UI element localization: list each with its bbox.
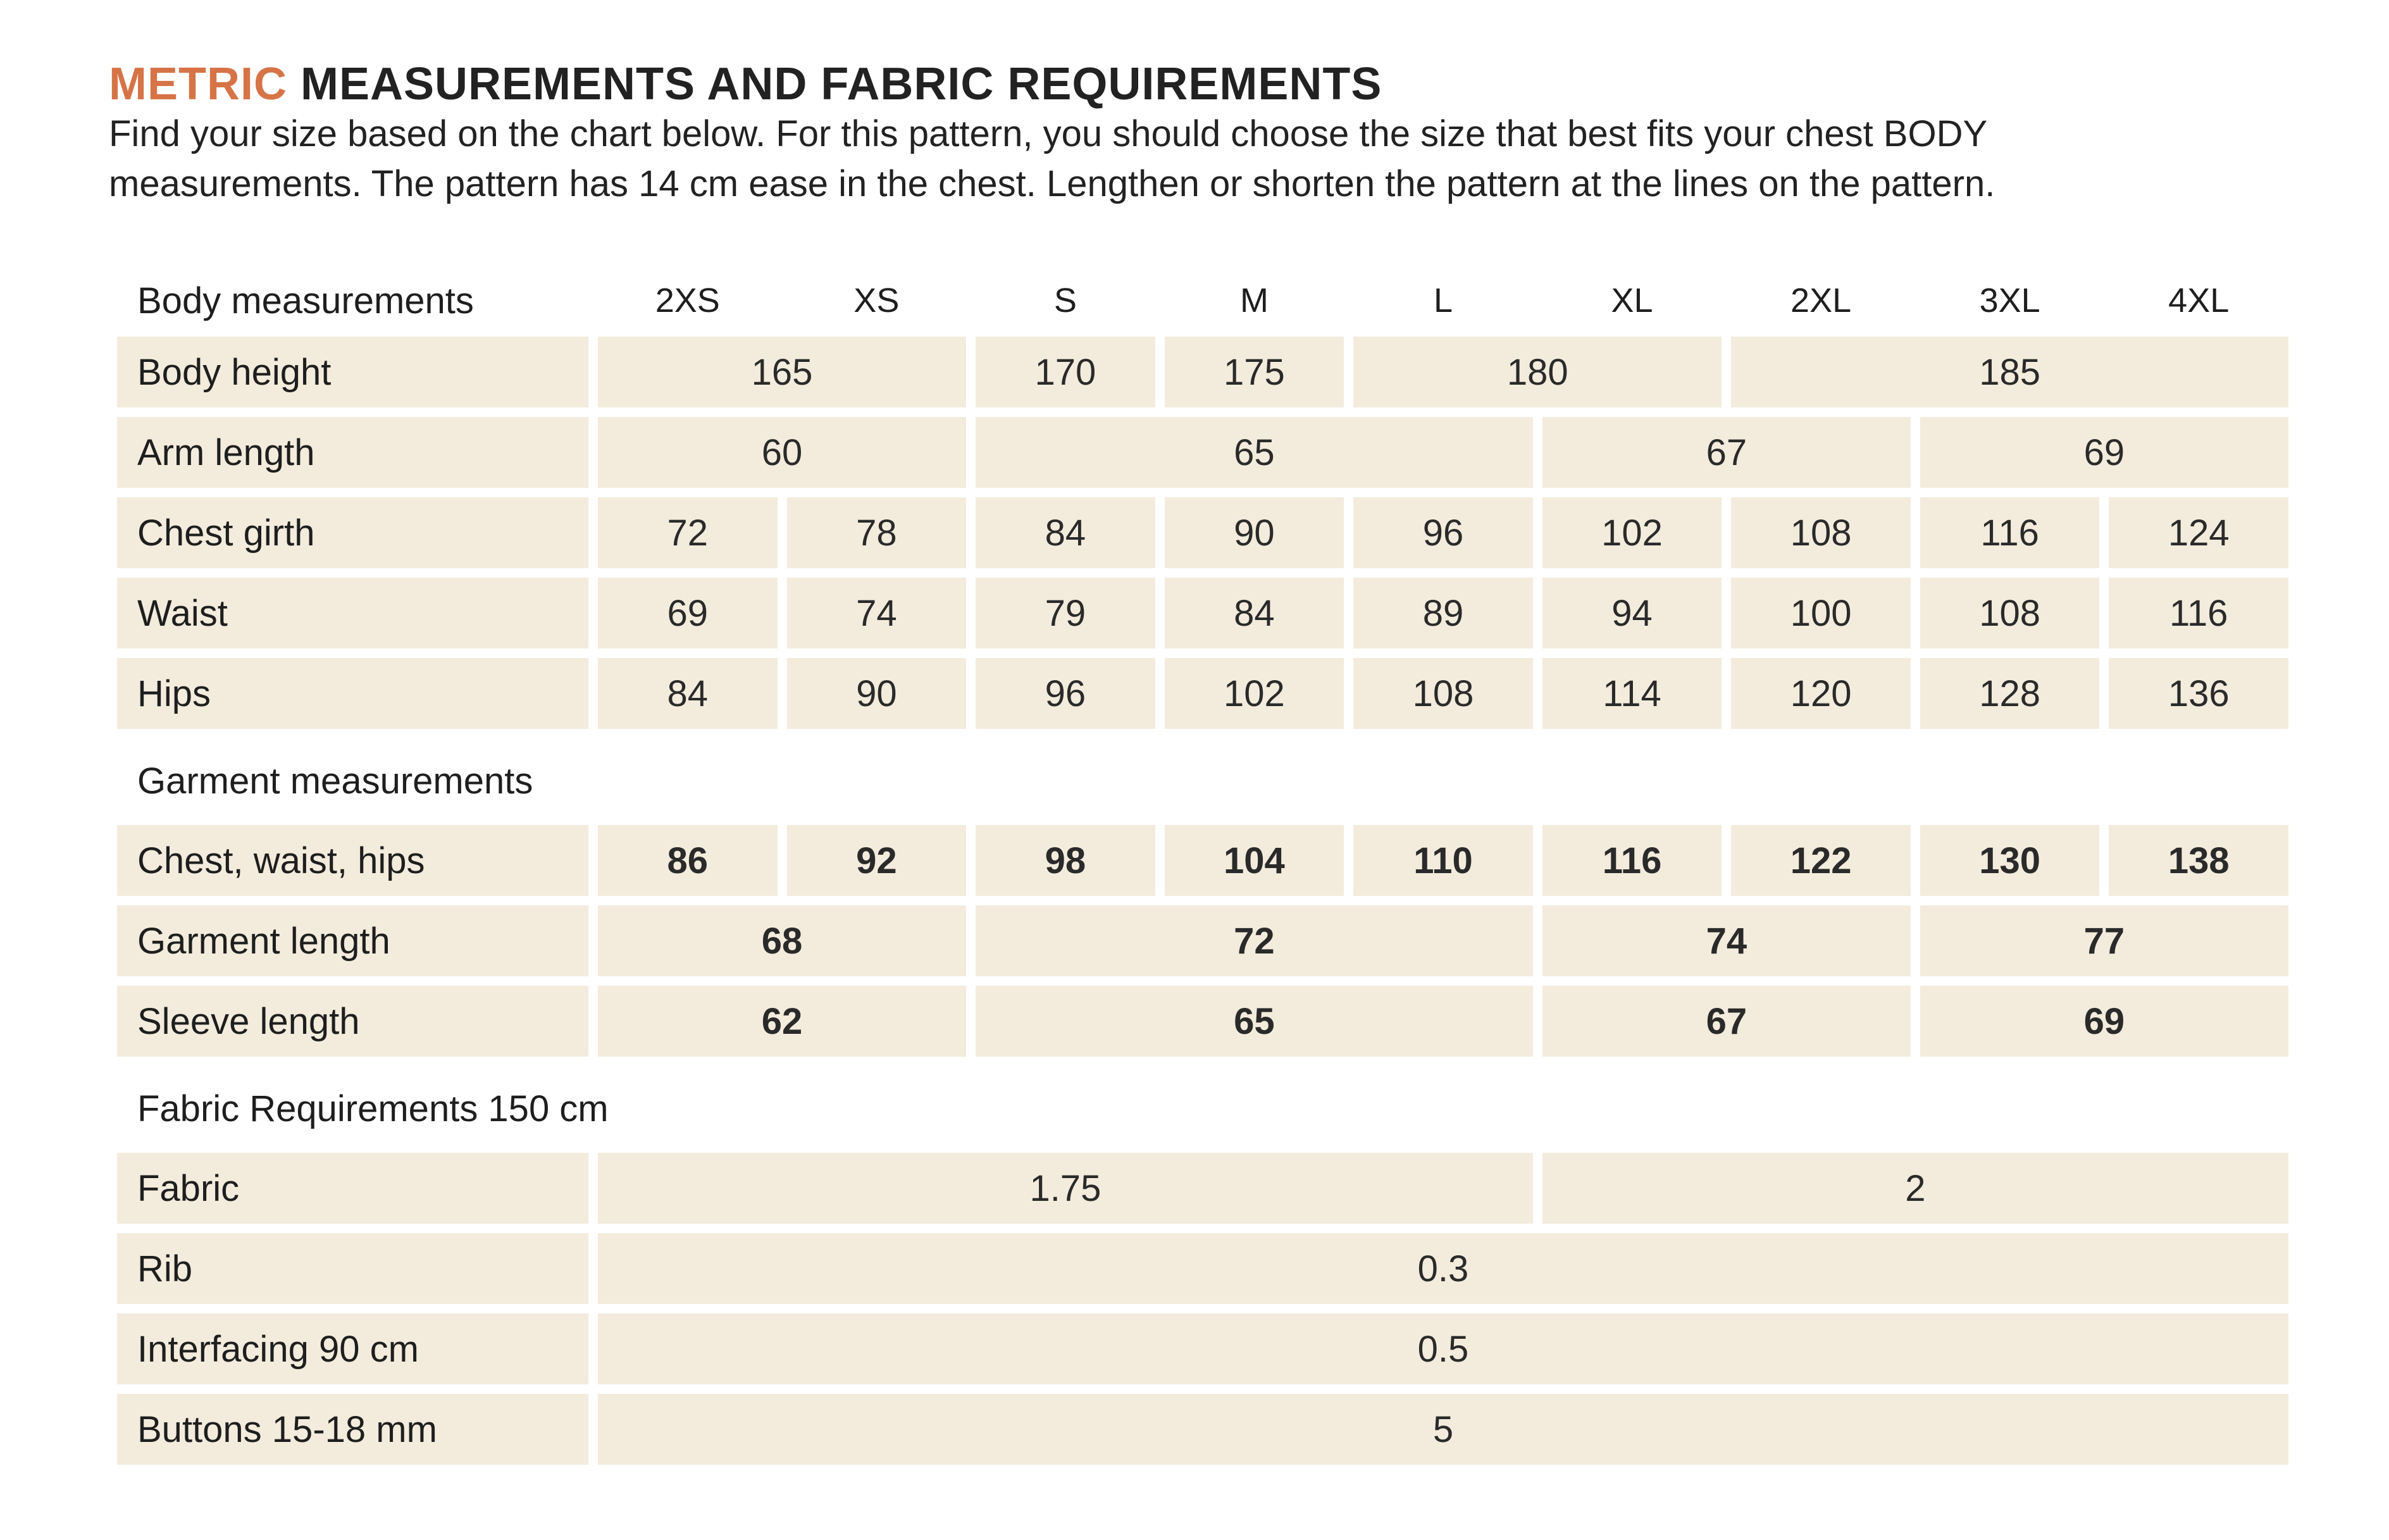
table-cell: 116 xyxy=(2109,578,2288,649)
table-cell: 108 xyxy=(1731,497,1911,568)
table-cell: 65 xyxy=(976,417,1533,488)
title-rest: MEASUREMENTS AND FABRIC REQUIREMENTS xyxy=(287,59,1382,109)
table-cell: 104 xyxy=(1165,825,1344,896)
table-cell: 72 xyxy=(598,497,778,568)
table-cell: 138 xyxy=(2109,825,2288,896)
table-cell: 130 xyxy=(1920,825,2100,896)
row-label: Rib xyxy=(117,1233,588,1304)
table-cell: 180 xyxy=(1353,337,1722,407)
table-cell: 78 xyxy=(787,497,967,568)
table-cell: 108 xyxy=(1353,658,1533,729)
table-cell: 175 xyxy=(1165,337,1344,407)
table-cell: 72 xyxy=(976,905,1533,976)
page-title xyxy=(109,56,1382,113)
table-cell: 185 xyxy=(1731,337,2288,407)
table-cell: 98 xyxy=(976,825,1155,896)
table-cell: 67 xyxy=(1542,417,1911,488)
row-label: Body height xyxy=(117,337,588,407)
size-header-xs: XS xyxy=(853,282,900,320)
table-cell: 100 xyxy=(1731,578,1911,649)
title-accent: METRIC xyxy=(109,59,287,109)
measurement-table xyxy=(117,266,2288,1487)
table-cell: 116 xyxy=(1920,497,2100,568)
table-cell: 136 xyxy=(2109,658,2288,729)
section-title: Fabric Requirements 150 cm xyxy=(137,1088,609,1129)
table-cell: 5 xyxy=(598,1394,2288,1465)
table-cell: 60 xyxy=(598,417,966,488)
table-cell: 67 xyxy=(1542,986,1911,1057)
table-cell: 96 xyxy=(976,658,1155,729)
table-cell: 90 xyxy=(1165,497,1344,568)
table-cell: 124 xyxy=(2109,497,2288,568)
table-cell: 122 xyxy=(1731,825,1911,896)
table-cell: 74 xyxy=(1542,905,1911,976)
row-label: Buttons 15-18 mm xyxy=(117,1394,588,1465)
table-cell: 77 xyxy=(1920,905,2288,976)
size-header-2xs: 2XS xyxy=(655,282,720,320)
table-cell: 84 xyxy=(598,658,778,729)
size-header-l: L xyxy=(1433,282,1453,320)
row-label: Chest girth xyxy=(117,497,588,568)
table-cell: 0.5 xyxy=(598,1313,2288,1384)
table-cell: 69 xyxy=(1920,986,2288,1057)
table-cell: 84 xyxy=(1165,578,1344,649)
table-cell: 86 xyxy=(598,825,778,896)
table-cell: 84 xyxy=(976,497,1155,568)
table-cell: 94 xyxy=(1542,578,1722,649)
table-cell: 165 xyxy=(598,337,966,407)
row-label: Garment length xyxy=(117,905,588,976)
intro-text xyxy=(109,109,2361,209)
table-cell: 1.75 xyxy=(598,1153,1533,1224)
table-cell: 74 xyxy=(787,578,967,649)
size-header-3xl: 3XL xyxy=(1979,282,2040,320)
row-label: Interfacing 90 cm xyxy=(117,1313,588,1384)
table-cell: 79 xyxy=(976,578,1155,649)
table-cell: 65 xyxy=(976,986,1533,1057)
table-cell: 69 xyxy=(598,578,778,649)
size-header-xl: XL xyxy=(1611,282,1653,320)
table-cell: 2 xyxy=(1542,1153,2288,1224)
row-label: Chest, waist, hips xyxy=(117,825,588,896)
row-label: Waist xyxy=(117,578,588,649)
table-cell: 170 xyxy=(976,337,1155,407)
table-cell: 116 xyxy=(1542,825,1722,896)
table-cell: 108 xyxy=(1920,578,2100,649)
size-header-4xl: 4XL xyxy=(2168,282,2230,320)
table-cell: 69 xyxy=(1920,417,2288,488)
table-cell: 68 xyxy=(598,905,966,976)
table-cell: 110 xyxy=(1353,825,1533,896)
size-header-m: M xyxy=(1239,282,1269,320)
table-cell: 102 xyxy=(1165,658,1344,729)
table-cell: 92 xyxy=(787,825,967,896)
table-cell: 114 xyxy=(1542,658,1722,729)
row-label: Fabric xyxy=(117,1153,588,1224)
intro-line-1: Find your size based on the chart below. For this pattern, you should choose the size that best fits your chest BODY xyxy=(109,113,1988,154)
row-label: Hips xyxy=(117,658,588,729)
table-cell: 120 xyxy=(1731,658,1911,729)
table-cell: 0.3 xyxy=(598,1233,2288,1304)
size-header-s: S xyxy=(1053,282,1077,320)
section-title: Body measurements xyxy=(137,280,474,321)
size-header-2xl: 2XL xyxy=(1790,282,1852,320)
table-cell: 90 xyxy=(787,658,967,729)
table-cell: 96 xyxy=(1353,497,1533,568)
row-label: Arm length xyxy=(117,417,588,488)
table-cell: 89 xyxy=(1353,578,1533,649)
row-label: Sleeve length xyxy=(117,986,588,1057)
table-cell: 62 xyxy=(598,986,966,1057)
table-cell: 128 xyxy=(1920,658,2100,729)
section-title: Garment measurements xyxy=(137,760,533,802)
intro-line-2: measurements. The pattern has 14 cm ease in the chest. Lengthen or shorten the pattern at the lines on the pattern. xyxy=(109,163,1995,204)
table-cell: 102 xyxy=(1542,497,1722,568)
